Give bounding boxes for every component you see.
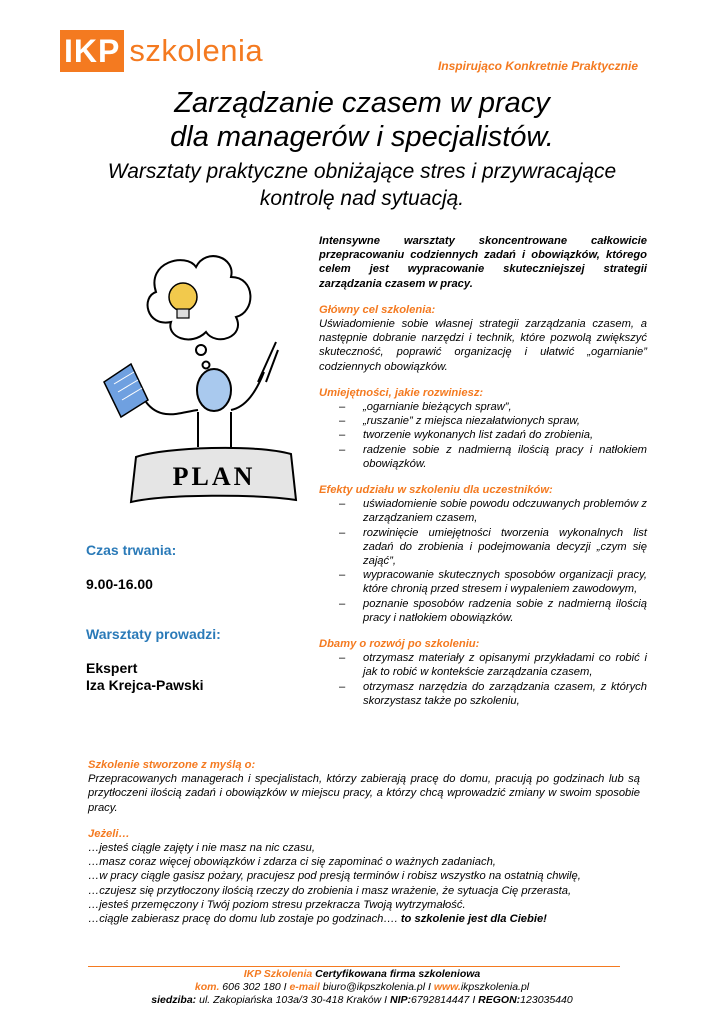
subtitle-line-2: kontrolę nad sytuacją. [259, 187, 465, 210]
intro-text: Intensywne warsztaty skoncentrowane całkowicie przepracowaniu codziennych zadań i obowiązków, którego celem jest wypracowanie skuteczniejszej strategii zarządzania czasem w pracy. [319, 235, 647, 290]
nip-value: 6792814447 [411, 994, 470, 1006]
list-item: – otrzymasz materiały z opisanymi przykładami co robić i jak to robić w kontekście zarządzania czasem, [363, 651, 647, 679]
ifyou-line: …czujesz się przytłoczony ilością rzeczy do zrobienia i masz wrażenie, że sytuacja Cię przerasta, [88, 884, 572, 897]
list-item: – poznanie sposobów radzenia sobie z nadmierną ilością pracy i natłokiem obowiązków. [363, 597, 647, 625]
audience-text: Przepracowanych managerach i specjalistach, którzy zabierają pracę do domu, pracują po godzinach lub są przytłoczeni ilością zadań i obowiązków w miejscu pracy, a którzy chcą wprowadzić zmiany w swoim sposobie pracy. [88, 773, 640, 814]
trainer-role: Ekspert [86, 660, 138, 676]
ifyou-line: …masz coraz więcej obowiązków i zdarza ci się zapominać o ważnych zadaniach, [88, 856, 496, 869]
ifyou-line-text: …ciągle zabierasz pracę do domu lub zostaje po godzinach…. [88, 913, 398, 926]
www-label: www. [433, 981, 461, 993]
footer-line-1 [0, 968, 724, 981]
page-title [0, 86, 724, 154]
phone-label: kom. [194, 981, 220, 993]
tagline: Inspirująco Konkretnie Praktycznie [437, 59, 638, 73]
ifyou-line: …w pracy ciągle gasisz pożary, pracujesz pod presją terminów i robisz wszystko na ostatnią chwilę, [88, 870, 581, 883]
logo-box: IKP [60, 30, 124, 72]
title-line-1: Zarządzanie czasem w pracy [174, 87, 550, 119]
skills-list [319, 400, 647, 471]
person-body [198, 412, 231, 447]
plan-illustration [86, 232, 314, 510]
list-item: – „ruszanie” z miejsca niezałatwionych spraw, [363, 414, 647, 428]
trainer-label: Warsztaty prowadzi: [86, 626, 221, 642]
footer-sep: I [384, 994, 388, 1006]
duration-label: Czas trwania: [86, 542, 177, 558]
list-item: – wypracowanie skutecznych sposobów organizacji pracy, które chronią przed stresem i wypaleniem zawodowym, [363, 568, 647, 596]
after-list [319, 651, 647, 708]
list-item: – otrzymasz narzędzia do zarządzania czasem, z których skorzystasz także po szkoleniu, [363, 680, 647, 708]
subtitle-line-1: Warsztaty praktyczne obniżające stres i przywracające [107, 160, 617, 183]
ifyou-line-last [88, 912, 640, 926]
right-column [319, 234, 647, 708]
lightbulb-icon [169, 283, 197, 318]
footer [0, 968, 724, 1007]
trainer-name: Iza Krejca-Pawski [86, 677, 204, 693]
list-item: – rozwinięcie umiejętności tworzenia wykonalnych list zadań do zrobienia i podejmowania decyzji „czym się zająć”, [363, 526, 647, 569]
bubble-dot-2 [203, 362, 210, 369]
regon-value: 123035440 [520, 994, 573, 1006]
page-subtitle [0, 158, 724, 212]
title-line-2: dla managerów i specjalistów. [170, 121, 554, 153]
skills-heading: Umiejętności, jakie rozwiniesz: [319, 386, 484, 399]
notepad-icon [104, 364, 148, 417]
after-heading: Dbamy o rozwój po szkoleniu: [319, 638, 480, 651]
email-link[interactable]: biuro@ikpszkolenia.pl [322, 981, 426, 993]
footer-certified: Certyfikowana firma szkoleniowa [315, 968, 481, 980]
person-head [197, 369, 231, 411]
duration-value: 9.00-16.00 [86, 576, 153, 592]
list-item: – radzenie sobie z nadmierną ilością pracy i natłokiem obowiązków. [363, 443, 647, 471]
ifyou-conclusion: to szkolenie jest dla Ciebie! [400, 913, 547, 926]
effects-list [319, 497, 647, 625]
list-item: – „ogarnianie bieżących spraw”, [363, 400, 647, 414]
footer-company: IKP Szkolenia [243, 968, 313, 980]
goal-heading: Główny cel szkolenia: [319, 303, 436, 316]
bottom-section [88, 758, 640, 926]
regon-label: REGON: [478, 994, 521, 1006]
audience-heading: Szkolenie stworzone z myślą o: [88, 759, 256, 771]
footer-line-3 [0, 994, 724, 1007]
ifyou-line: …jesteś przemęczony i Twój poziom stresu przekracza Twoją wytrzymałość. [88, 898, 466, 911]
thought-bubble [148, 256, 251, 339]
footer-sep: I [283, 981, 287, 993]
plan-desk [131, 448, 296, 502]
website-link[interactable]: ikpszkolenia.pl [460, 981, 530, 993]
list-item: – uświadomienie sobie powodu odczuwanych problemów z zarządzaniem czasem, [363, 497, 647, 525]
nip-label: NIP: [390, 994, 411, 1006]
email-label: e-mail [289, 981, 320, 993]
plan-label: PLAN [172, 462, 256, 491]
goal-text: Uświadomienie sobie własnej strategii zarządzania czasem, a następnie dobranie narzędzi i technik, które pozwolą zwiększyć skuteczność, poprawić organizację i ułatwić „ogarnianie” codziennych obowiązków. [319, 318, 647, 373]
ifyou-line: …jesteś ciągle zajęty i nie masz na nic czasu, [88, 842, 315, 855]
pen-icon [258, 342, 278, 382]
ifyou-heading: Jeżeli… [88, 827, 130, 840]
effects-heading: Efekty udziału w szkoleniu dla uczestników: [319, 484, 553, 497]
list-item: – tworzenie wykonanych list zadań do zrobienia, [363, 428, 647, 442]
footer-line-2 [0, 981, 724, 994]
footer-sep: I [427, 981, 431, 993]
phone-number: 606 302 180 [222, 981, 281, 993]
footer-sep: I [472, 994, 476, 1006]
person-arm-left [146, 402, 198, 414]
bubble-dot-1 [196, 345, 206, 355]
footer-divider [88, 966, 620, 967]
logo-text: szkolenia [129, 33, 264, 68]
address-label: siedziba: [151, 994, 197, 1006]
company-logo [60, 30, 263, 72]
address: ul. Zakopiańska 103a/3 30-418 Kraków [199, 994, 382, 1006]
